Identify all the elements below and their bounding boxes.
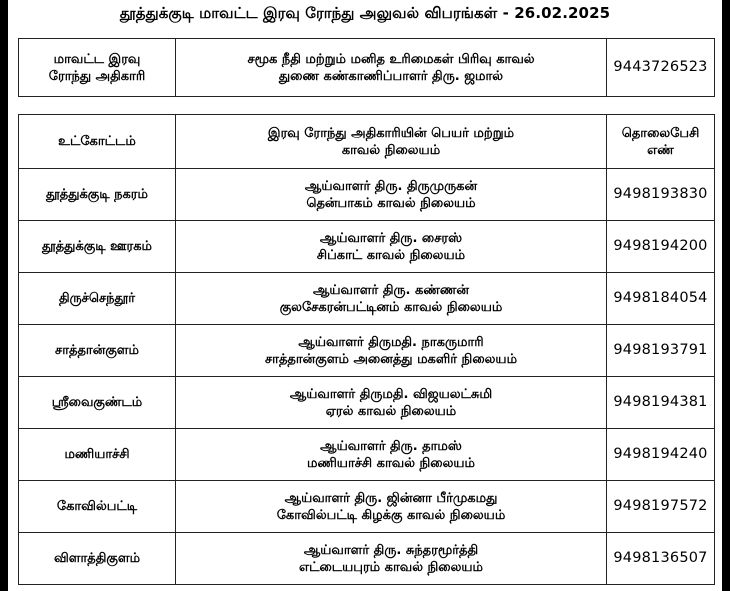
row-officer: ஆய்வாளர் திரு. சைரஸ் <box>319 230 463 246</box>
document-page <box>8 0 722 591</box>
row-station: ஏரல் காவல் நிலையம் <box>325 403 457 419</box>
row-subdivision: திருச்செந்தூர் <box>19 273 176 325</box>
row-phone: 9498194381 <box>607 377 715 429</box>
row-phone: 9498184054 <box>607 273 715 325</box>
row-officer-cell <box>176 325 607 377</box>
header-phone-line2: எண் <box>647 142 674 158</box>
row-officer: ஆய்வாளர் திரு. திருமுருகன் <box>304 178 478 194</box>
district-officer-row <box>19 39 715 97</box>
row-station: மணியாச்சி காவல் நிலையம் <box>307 455 475 471</box>
row-subdivision: மணியாச்சி <box>19 429 176 481</box>
district-officer-table <box>18 38 715 97</box>
row-phone: 9498136507 <box>607 533 715 585</box>
header-officer-line1: இரவு ரோந்து அதிகாரியின் பெயர் மற்றும் <box>267 125 515 141</box>
district-officer-label-line1: மாவட்ட இரவு <box>53 51 141 67</box>
row-officer-cell <box>176 429 607 481</box>
row-phone: 9498193791 <box>607 325 715 377</box>
district-officer-label <box>19 39 176 97</box>
district-officer-phone: 9443726523 <box>607 39 715 97</box>
row-officer: ஆய்வாளர் திருமதி. நாகருமாரி <box>298 334 484 350</box>
table-row <box>19 169 715 221</box>
row-phone: 9498197572 <box>607 481 715 533</box>
row-station: தென்பாகம் காவல் நிலையம் <box>306 195 476 211</box>
row-phone: 9498194200 <box>607 221 715 273</box>
header-subdivision: உட்கோட்டம் <box>19 115 176 169</box>
row-officer: ஆய்வாளர் திருமதி. விஜயலட்சுமி <box>289 386 493 402</box>
table-row <box>19 221 715 273</box>
district-officer-name-line1: சமூக நீதி மற்றும் மனித உரிமைகள் பிரிவு காவல் <box>247 51 535 67</box>
page-title: தூத்துக்குடி மாவட்ட இரவு ரோந்து அலுவல் விபரங்கள் - 26.02.2025 <box>119 4 611 22</box>
table-header-row <box>19 115 715 169</box>
row-officer-cell <box>176 533 607 585</box>
district-officer-name-line2: துணை கண்காணிப்பாளர் திரு. ஜமால் <box>278 68 504 84</box>
row-officer-cell <box>176 273 607 325</box>
district-officer-name <box>176 39 607 97</box>
row-phone: 9498193830 <box>607 169 715 221</box>
row-officer-cell <box>176 377 607 429</box>
header-phone <box>607 115 715 169</box>
row-subdivision: ஸ்ரீவைகுண்டம் <box>19 377 176 429</box>
table-row <box>19 481 715 533</box>
row-station: குலசேகரன்பட்டினம் காவல் நிலையம் <box>279 299 503 315</box>
row-station: கோவில்பட்டி கிழக்கு காவல் நிலையம் <box>276 507 506 523</box>
row-officer-cell <box>176 481 607 533</box>
table-row <box>19 325 715 377</box>
table-row <box>19 273 715 325</box>
row-officer: ஆய்வாளர் திரு. தாமஸ் <box>320 438 462 454</box>
row-officer: ஆய்வாளர் திரு. சுந்தரமூர்த்தி <box>303 542 479 558</box>
row-officer: ஆய்வாளர் திரு. ஜின்னா பீர்முகமது <box>284 490 498 506</box>
row-subdivision: தூத்துக்குடி நகரம் <box>19 169 176 221</box>
row-subdivision: தூத்துக்குடி ஊரகம் <box>19 221 176 273</box>
row-officer: ஆய்வாளர் திரு. கண்ணன் <box>312 282 470 298</box>
table-row <box>19 429 715 481</box>
row-subdivision: சாத்தான்குளம் <box>19 325 176 377</box>
row-phone: 9498194240 <box>607 429 715 481</box>
table-row <box>19 533 715 585</box>
row-station: சாத்தான்குளம் அனைத்து மகளிர் நிலையம் <box>264 351 518 367</box>
row-station: சிப்காட் காவல் நிலையம் <box>316 247 466 263</box>
header-officer-line2: காவல் நிலையம் <box>341 142 441 158</box>
header-phone-line1: தொலைபேசி <box>621 125 700 141</box>
row-station: எட்டையபுரம் காவல் நிலையம் <box>299 559 483 575</box>
row-subdivision: கோவில்பட்டி <box>19 481 176 533</box>
row-subdivision: விளாத்திகுளம் <box>19 533 176 585</box>
patrol-table <box>18 114 715 585</box>
row-officer-cell <box>176 169 607 221</box>
district-officer-label-line2: ரோந்து அதிகாரி <box>48 68 146 84</box>
header-officer <box>176 115 607 169</box>
table-row <box>19 377 715 429</box>
row-officer-cell <box>176 221 607 273</box>
